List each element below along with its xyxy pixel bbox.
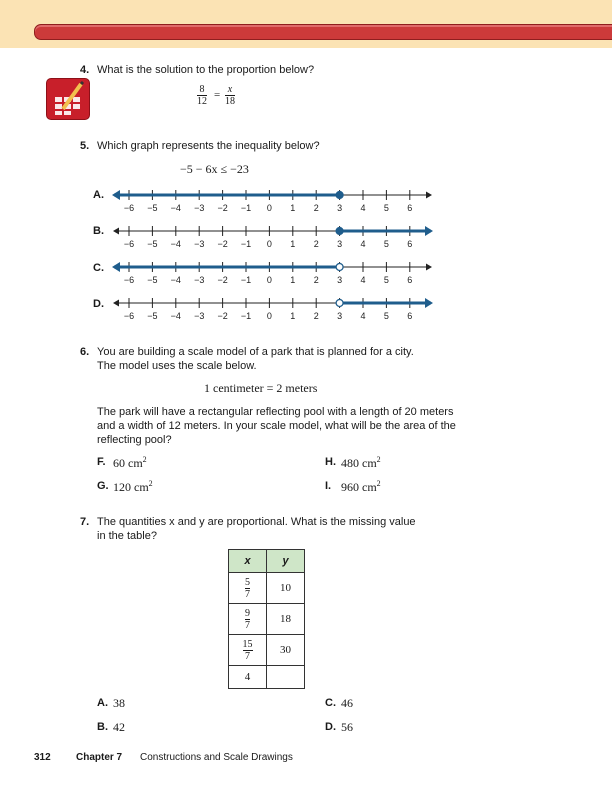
q5-text: Which graph represents the inequality below? (97, 140, 320, 152)
q4-rhs-denominator: 18 (225, 96, 235, 107)
tick-label: 2 (313, 203, 319, 213)
tick-label: −3 (194, 275, 205, 285)
q6-para1: The park will have a rectangular reflecting pool with a length of 20 meters (97, 406, 454, 418)
tick-label: −3 (194, 311, 205, 321)
q6-choice-i-value (341, 479, 381, 495)
table-cell-y: 18 (267, 604, 305, 635)
tick-label: 4 (360, 239, 366, 249)
q7-choice-d-letter: D. (325, 721, 336, 733)
table-cell-x: 4 (229, 666, 267, 689)
q5-graph-c-label: C. (93, 262, 104, 274)
solution-arrow (425, 226, 433, 236)
number-line-b (113, 226, 433, 249)
q5-graph-a-label: A. (93, 189, 104, 201)
tick-label: −1 (240, 275, 252, 285)
page-number: 312 (34, 752, 51, 763)
q5-number: 5. (80, 140, 90, 152)
tick-label: −3 (194, 203, 205, 213)
tick-label: 3 (337, 311, 343, 321)
table-row (229, 635, 305, 666)
q4-rhs-numerator: x (227, 84, 233, 95)
tick-label: −5 (147, 203, 158, 213)
solution-arrow (112, 190, 120, 200)
q7-choice-b-letter: B. (97, 721, 108, 733)
q6-choice-h-exp: 2 (376, 455, 381, 464)
tick-label: 0 (266, 239, 272, 249)
axis-arrow-right (426, 264, 432, 271)
solution-arrow (112, 262, 120, 272)
tick-label: −6 (123, 275, 135, 285)
tick-label: −1 (240, 239, 252, 249)
tick-label: 0 (266, 203, 272, 213)
tick-label: 5 (383, 275, 389, 285)
q4-text: What is the solution to the proportion below? (97, 64, 315, 76)
q6-choice-f-value (113, 455, 147, 471)
tick-label: 5 (383, 311, 389, 321)
q7-number: 7. (80, 516, 90, 528)
tick-label: 0 (266, 311, 272, 321)
q6-choice-f-exp: 2 (142, 455, 147, 464)
q6-line1: You are building a scale model of a park that is planned for a city. (97, 346, 414, 358)
table-cell-y: 10 (267, 573, 305, 604)
tick-label: −6 (123, 239, 135, 249)
tick-label: −4 (170, 311, 181, 321)
q6-para2: and a width of 12 meters. In your scale model, what will be the area of the (97, 420, 456, 432)
q7-choice-d-value: 56 (341, 720, 353, 734)
table-cell-y-missing (267, 666, 305, 689)
axis-arrow-left (113, 300, 119, 307)
axis-arrow-right (426, 192, 432, 199)
q6-choice-i-text: 960 cm (341, 480, 377, 494)
chapter-label: Chapter 7 (76, 752, 123, 763)
open-endpoint (336, 264, 343, 271)
q7-choice-a-letter: A. (97, 697, 108, 709)
solution-arrow (425, 298, 433, 308)
q7-table (228, 549, 305, 689)
tick-label: 5 (383, 203, 389, 213)
tick-label: −4 (170, 203, 181, 213)
tick-label: −2 (217, 311, 228, 321)
tick-label: −2 (217, 275, 228, 285)
x-denominator: 7 (245, 620, 250, 631)
q6-line2: The model uses the scale below. (97, 360, 257, 372)
tick-label: 1 (290, 239, 296, 249)
q4-lhs-denominator: 12 (197, 96, 207, 107)
tick-label: −6 (123, 311, 135, 321)
x-denominator: 7 (245, 589, 250, 600)
number-lines (0, 0, 612, 330)
table-cell-x (229, 635, 267, 666)
table-row (229, 573, 305, 604)
q6-choice-h-letter: H. (325, 456, 336, 468)
q7-choice-c-letter: C. (325, 697, 336, 709)
q5-graph-b-label: B. (93, 225, 104, 237)
open-endpoint (336, 300, 343, 307)
q4-number: 4. (80, 64, 90, 76)
q4-equals: = (214, 89, 221, 101)
tick-label: 2 (313, 311, 319, 321)
tick-label: 4 (360, 275, 366, 285)
table-cell-x (229, 604, 267, 635)
q6-choice-g-text: 120 cm (113, 480, 149, 494)
tick-label: −5 (147, 239, 158, 249)
q6-choice-i-exp: 2 (376, 479, 381, 488)
tick-label: −5 (147, 275, 158, 285)
x-numerator: 9 (245, 608, 250, 619)
q6-scale: 1 centimeter = 2 meters (204, 381, 318, 395)
axis-arrow-left (113, 228, 119, 235)
table-header-row (229, 550, 305, 573)
number-line-d (113, 298, 433, 321)
tick-label: 3 (337, 275, 343, 285)
tick-label: 2 (313, 275, 319, 285)
q6-choice-g-exp: 2 (148, 479, 153, 488)
q7-choice-c-value: 46 (341, 696, 353, 710)
table-row (229, 666, 305, 689)
number-line-a (112, 190, 432, 213)
q4-lhs-numerator: 8 (199, 84, 205, 95)
tick-label: 4 (360, 203, 366, 213)
x-numerator: 15 (242, 639, 253, 650)
x-numerator: 5 (245, 577, 250, 588)
q7-choice-a-value: 38 (113, 696, 125, 710)
tick-label: 4 (360, 311, 366, 321)
tick-label: −3 (194, 239, 205, 249)
tick-label: 5 (383, 239, 389, 249)
q6-para3: reflecting pool? (97, 434, 172, 446)
tick-label: 1 (290, 203, 296, 213)
q6-choice-i-letter: I. (325, 480, 332, 492)
tick-label: 3 (337, 203, 343, 213)
closed-endpoint (336, 228, 343, 235)
tick-label: −2 (217, 203, 228, 213)
closed-endpoint (336, 192, 343, 199)
q6-choice-h-text: 480 cm (341, 456, 377, 470)
tick-label: 6 (407, 311, 413, 321)
tick-label: 3 (337, 239, 343, 249)
tick-label: 2 (313, 239, 319, 249)
q6-choice-h-value (341, 455, 381, 471)
q7-line1: The quantities x and y are proportional. What is the missing value (97, 516, 416, 528)
tick-label: 0 (266, 275, 272, 285)
q6-choice-g-value (113, 479, 153, 495)
tick-label: 1 (290, 275, 296, 285)
q6-choice-f-letter: F. (97, 456, 106, 468)
tick-label: 6 (407, 203, 413, 213)
table-header-y: y (267, 550, 305, 573)
tick-label: 1 (290, 311, 296, 321)
tick-label: −6 (123, 203, 135, 213)
q7-choice-b-value: 42 (113, 720, 125, 734)
q6-choice-g-letter: G. (97, 480, 109, 492)
tick-label: 6 (407, 239, 413, 249)
x-denominator: 7 (245, 651, 250, 662)
table-header-x: x (229, 550, 267, 573)
q6-choice-f-text: 60 cm (113, 456, 143, 470)
chapter-title: Constructions and Scale Drawings (140, 752, 293, 763)
tick-label: −2 (217, 239, 228, 249)
q7-line2: in the table? (97, 530, 157, 542)
q5-graph-d-label: D. (93, 298, 104, 310)
table-row (229, 604, 305, 635)
tick-label: 6 (407, 275, 413, 285)
table-cell-y: 30 (267, 635, 305, 666)
tick-label: −4 (170, 275, 181, 285)
q6-number: 6. (80, 346, 90, 358)
tick-label: −1 (240, 311, 252, 321)
tick-label: −1 (240, 203, 252, 213)
number-line-c (112, 262, 432, 285)
tick-label: −4 (170, 239, 181, 249)
table-cell-x (229, 573, 267, 604)
tick-label: −5 (147, 311, 158, 321)
q5-inequality: −5 − 6x ≤ −23 (180, 162, 249, 176)
